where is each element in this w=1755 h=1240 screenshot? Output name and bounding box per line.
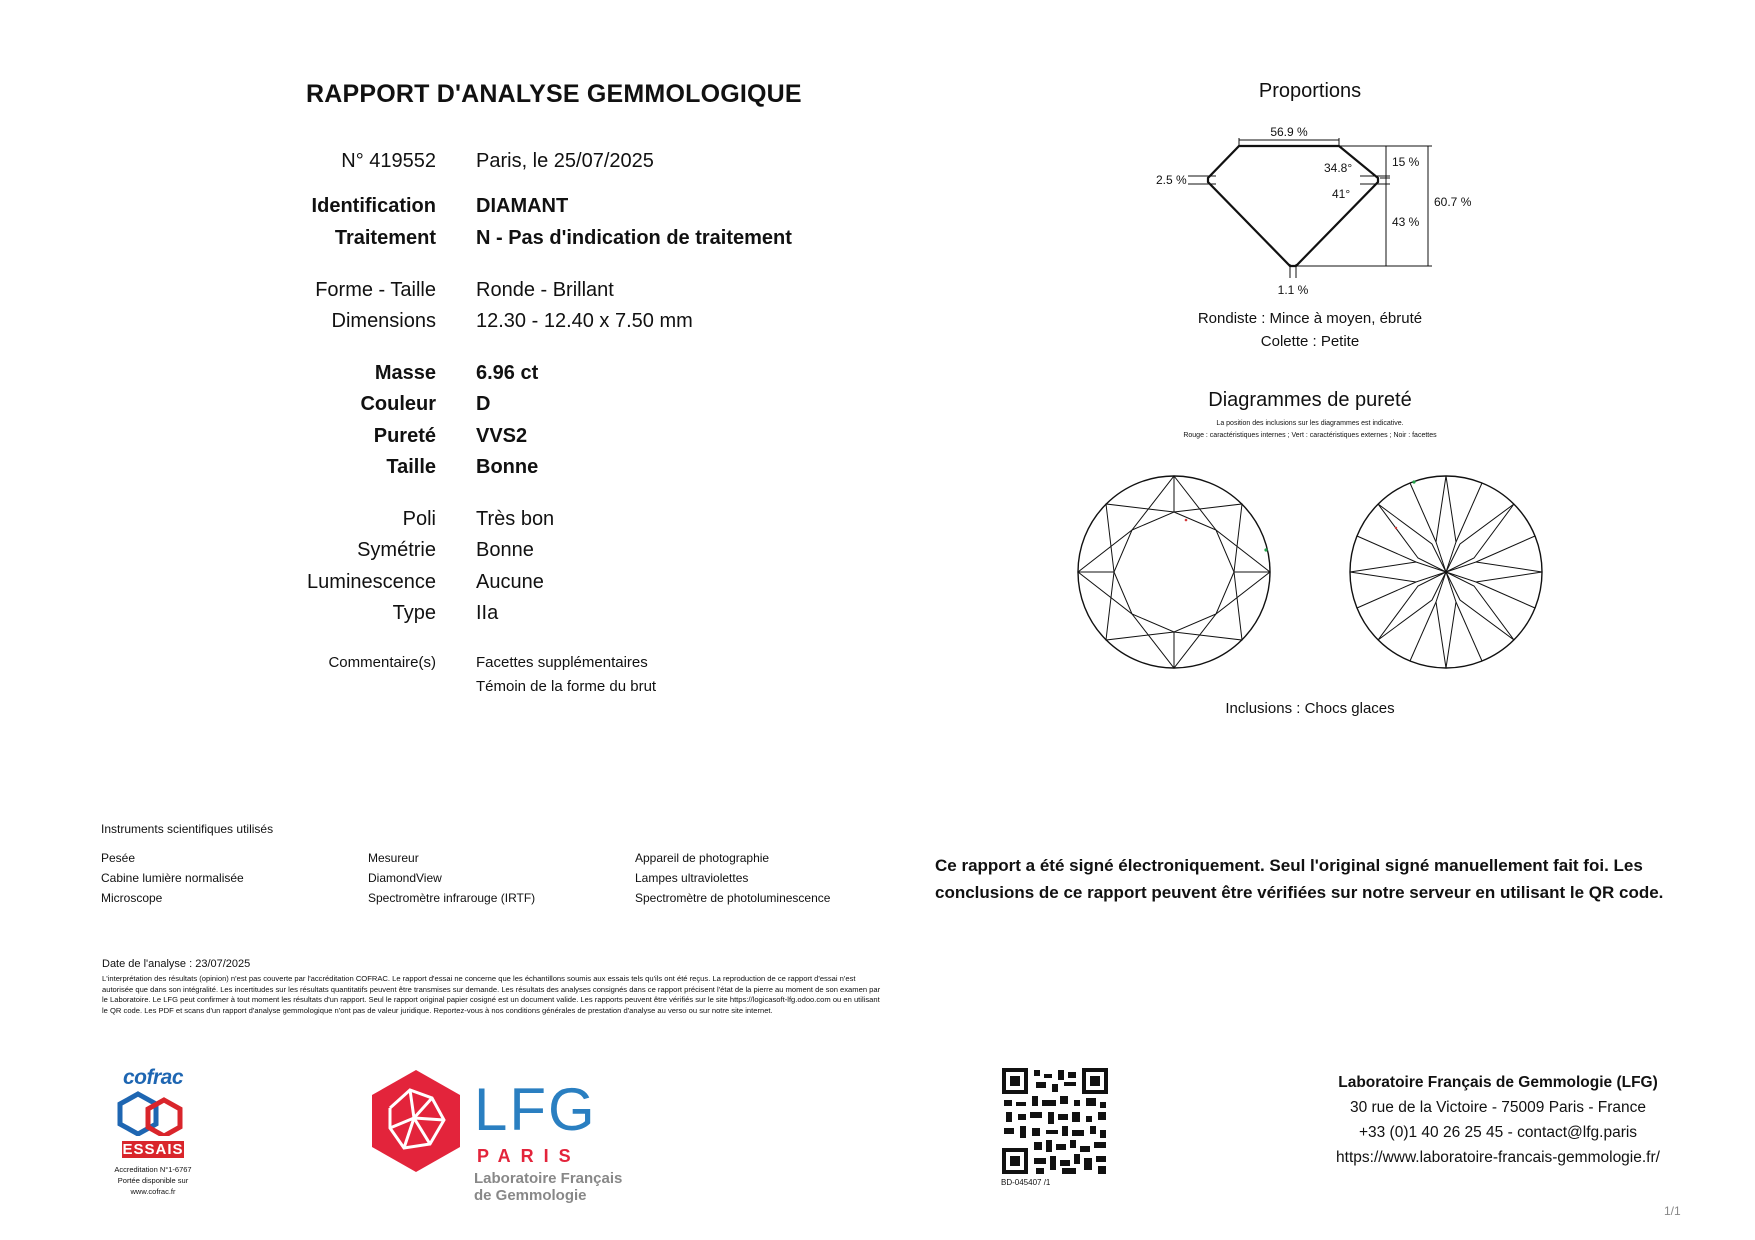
traitement-value: N - Pas d'indication de traitement bbox=[476, 227, 792, 249]
report-title: RAPPORT D'ANALYSE GEMMOLOGIQUE bbox=[306, 80, 802, 108]
instrument-item: Lampes ultraviolettes bbox=[635, 871, 749, 885]
poli-value: Très bon bbox=[476, 508, 555, 530]
proportions-diagram bbox=[1120, 120, 1500, 310]
instrument-item: Microscope bbox=[101, 891, 163, 905]
instruments-col-1 bbox=[101, 848, 244, 908]
report-number: N° 419552 bbox=[341, 150, 436, 172]
pavilion-angle: 41° bbox=[1332, 187, 1351, 201]
symetrie-value: Bonne bbox=[476, 539, 534, 561]
lfg-name-line-2: de Gemmologie bbox=[474, 1187, 587, 1204]
total-depth: 60.7 % bbox=[1434, 195, 1472, 209]
lab-name: Laboratoire Français de Gemmologie (LFG) bbox=[1338, 1074, 1658, 1091]
luminescence-label: Luminescence bbox=[307, 571, 436, 593]
lfg-city: PARIS bbox=[477, 1146, 581, 1166]
instrument-item: Spectromètre de photoluminescence bbox=[635, 891, 831, 905]
identification-label: Identification bbox=[311, 195, 436, 217]
lab-address-block bbox=[1218, 1070, 1755, 1170]
inclusion-mark-green bbox=[1264, 548, 1267, 551]
inclusions: Inclusions : Chocs glaces bbox=[1225, 700, 1395, 717]
qr-reference: BD-045407 /1 bbox=[1001, 1178, 1051, 1187]
dimensions-label: Dimensions bbox=[331, 310, 436, 332]
page-number: 1/1 bbox=[1664, 1204, 1681, 1218]
pavilion-view-diagram bbox=[1346, 472, 1546, 672]
cofrac-portee: Portée disponible sur bbox=[117, 1176, 189, 1185]
instrument-item: DiamondView bbox=[368, 871, 442, 885]
purity-note-2: Rouge : caractéristiques internes ; Vert : caractéristiques externes ; Noir : facettes bbox=[1183, 432, 1437, 439]
girdle-pct: 2.5 % bbox=[1156, 173, 1187, 187]
pavilion-depth: 43 % bbox=[1392, 215, 1420, 229]
instrument-item: Cabine lumière normalisée bbox=[101, 871, 244, 885]
crown-height: 15 % bbox=[1392, 155, 1420, 169]
lab-website[interactable]: https://www.laboratoire-francais-gemmologie.fr/ bbox=[1336, 1149, 1660, 1166]
taille-label: Taille bbox=[386, 456, 436, 478]
cofrac-wordmark: cofrac bbox=[122, 1066, 184, 1089]
cofrac-logo bbox=[108, 1066, 198, 1197]
forme-label: Forme - Taille bbox=[315, 279, 436, 301]
symetrie-label: Symétrie bbox=[357, 539, 436, 561]
type-value: IIa bbox=[476, 602, 499, 624]
inclusion-mark-red bbox=[1185, 519, 1188, 522]
couleur-value: D bbox=[476, 393, 491, 415]
purity-title: Diagrammes de pureté bbox=[1208, 389, 1412, 411]
culet-pct: 1.1 % bbox=[1277, 283, 1309, 297]
identification-value: DIAMANT bbox=[476, 195, 569, 217]
analysis-date: Date de l'analyse : 23/07/2025 bbox=[102, 958, 251, 970]
instruments-col-3 bbox=[635, 848, 830, 908]
colette: Colette : Petite bbox=[1260, 333, 1360, 350]
traitement-label: Traitement bbox=[334, 227, 436, 249]
purete-label: Pureté bbox=[373, 425, 436, 447]
qr-code[interactable] bbox=[1000, 1066, 1110, 1176]
instrument-item: Spectromètre infrarouge (IRTF) bbox=[368, 891, 536, 905]
lab-contact[interactable]: +33 (0)1 40 26 25 45 - contact@lfg.paris bbox=[1358, 1124, 1638, 1141]
lab-address: 30 rue de la Victoire - 75009 Paris - France bbox=[1349, 1099, 1647, 1116]
commentaires-label: Commentaire(s) bbox=[328, 654, 436, 671]
dimensions-value: 12.30 - 12.40 x 7.50 mm bbox=[476, 310, 693, 332]
report-date: Paris, le 25/07/2025 bbox=[476, 150, 654, 172]
couleur-label: Couleur bbox=[360, 393, 436, 415]
cofrac-website[interactable]: www.cofrac.fr bbox=[130, 1187, 176, 1196]
instrument-item: Appareil de photographie bbox=[635, 851, 770, 865]
instrument-item: Mesureur bbox=[368, 851, 419, 865]
lfg-letters: LFG bbox=[474, 1076, 597, 1143]
table-pct: 56.9 % bbox=[1270, 125, 1308, 139]
luminescence-value: Aucune bbox=[476, 571, 544, 593]
commentaire-line-1: Facettes supplémentaires bbox=[476, 654, 648, 671]
instruments-col-2 bbox=[368, 848, 535, 908]
instrument-item: Pesée bbox=[101, 851, 136, 865]
rondiste: Rondiste : Mince à moyen, ébruté bbox=[1197, 310, 1423, 327]
type-label: Type bbox=[392, 602, 436, 624]
masse-value: 6.96 ct bbox=[476, 362, 539, 384]
purity-note-1: La position des inclusions sur les diagrammes est indicative. bbox=[1216, 420, 1404, 427]
poli-label: Poli bbox=[402, 508, 436, 530]
commentaire-line-2: Témoin de la forme du brut bbox=[476, 678, 657, 695]
crown-view-diagram bbox=[1074, 472, 1274, 672]
masse-label: Masse bbox=[374, 362, 436, 384]
crown-angle: 34.8° bbox=[1324, 161, 1353, 175]
inclusion-mark-green-2 bbox=[1412, 480, 1415, 483]
purete-value: VVS2 bbox=[476, 425, 528, 447]
signature-note: Ce rapport a été signé électroniquement. Seul l'original signé manuellement fait foi. Les conclusions de ce rapport peuvent être vérifiées sur notre serveur en utilisant le QR code. bbox=[935, 856, 1664, 902]
inclusion-mark-red-2 bbox=[1395, 527, 1397, 529]
cofrac-essais: ESSAIS bbox=[122, 1141, 184, 1158]
instruments-heading: Instruments scientifiques utilisés bbox=[101, 822, 274, 836]
forme-value: Ronde - Brillant bbox=[476, 279, 614, 301]
cofrac-hexagon-icon bbox=[108, 1090, 198, 1136]
cofrac-accreditation: Accreditation N°1-6767 bbox=[114, 1165, 192, 1174]
lfg-gem-logo-icon bbox=[370, 1068, 462, 1174]
disclaimer: L'interprétation des résultats (opinion) n'est pas couverte par l'accréditation COFRAC. Le rapport d'essai ne concerne que les échantillons soumis aux essais tels qu'ils ont été reçus. La reproduction de ce rapport d'essai n'est autorisée que dans son intégralité. Les incertitudes sur les résultats quantitatifs peuvent être transmises sur demande. Les résultats des analyses consignés dans ce rapport précisent l'état de la pierre au moment de son examen par le Laboratoire. Le LFG peut confirmer à tout moment les résultats d'un rapport. Seul le rapport original papier cosigné est un document valide. Les rapports peuvent être vérifiés sur le site https://logicasoft-lfg.odoo.com ou en utilisant le QR code. Les PDF et scans d'un rapport d'analyse gemmologique n'ont pas de valeur juridique. Reportez-vous à nos conditions générales de prestation d'analyse au verso ou sur notre site internet. bbox=[102, 974, 881, 1016]
taille-value: Bonne bbox=[476, 456, 539, 478]
lfg-name-line-1: Laboratoire Français bbox=[474, 1170, 623, 1187]
proportions-title: Proportions bbox=[1258, 80, 1362, 102]
